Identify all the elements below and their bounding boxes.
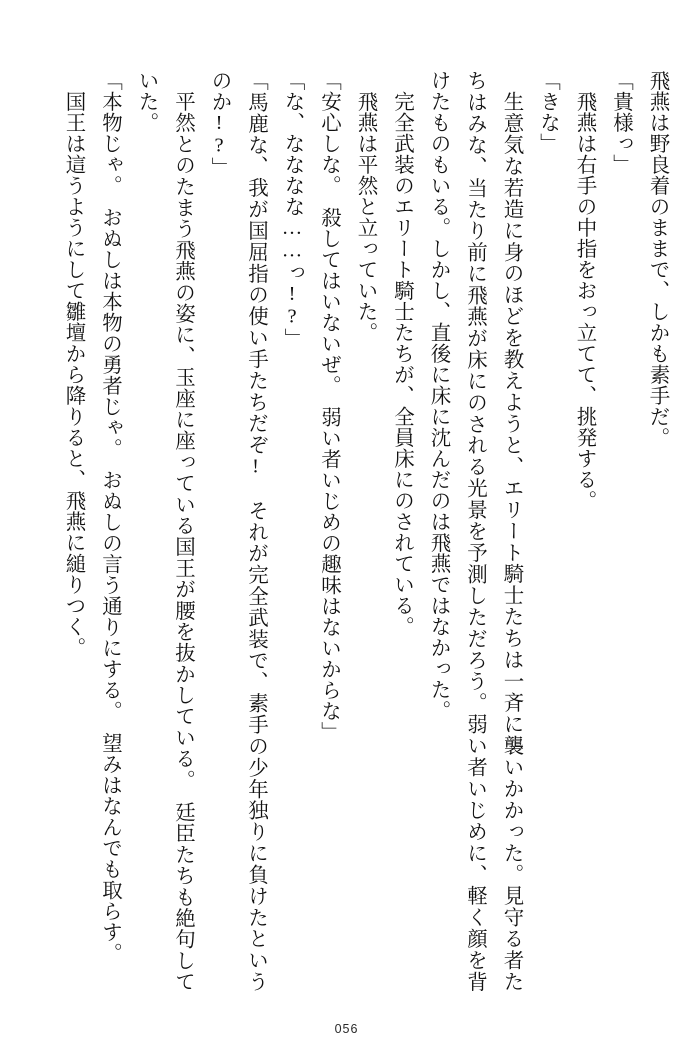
paragraph: 「貴様っ」 xyxy=(609,70,632,175)
paragraph: 「馬鹿な、我が国屈指の使い手たちだぞ! それが完全武装で、素手の少年独りに負けたというのか!?」 xyxy=(208,70,267,992)
paragraph: 平然とのたまう飛燕の姿に、玉座に座っている国王が腰を抜かしている。 廷臣たちも絶句していた。 xyxy=(135,70,194,992)
paragraph: 国王は這うようにして雛壇から降りると、飛燕に縋りつく。 xyxy=(62,91,84,658)
paragraph: 飛燕は平然と立っていた。 xyxy=(354,91,376,343)
paragraph: 完全武装のエリート騎士たちが、全員床にのされている。 xyxy=(390,91,413,637)
paragraph: 飛燕は野良着のままで、しかも素手だ。 xyxy=(646,70,668,448)
paragraph: 「本物じゃ。 おぬしは本物の勇者じゃ。 おぬしの言う通りにする。 望みはなんでも取らす。 xyxy=(98,70,121,964)
paragraph: 生意気な若造に身のほどを教えようと、エリート騎士たちは一斉に襲いかかった。見守る者たちはみな、当たり前に飛燕が床にのされる光景を予測しただろう。弱い者いじめに、軽く顔を背けたものもいる。しかし、直後に床に沈んだのは飛燕ではなかった。 xyxy=(427,70,522,992)
page-number: 056 xyxy=(334,1022,359,1036)
page-text-body xyxy=(18,42,675,992)
paragraph: 「な、なななな……っ!?」 xyxy=(281,70,303,349)
paragraph: 飛燕は右手の中指をおっ立てて、挑発する。 xyxy=(573,91,595,511)
paragraph: 「きな」 xyxy=(536,70,559,154)
paragraph: 「安心しな。 殺してはいないぜ。 弱い者いじめの趣味はないからな」 xyxy=(317,70,340,743)
